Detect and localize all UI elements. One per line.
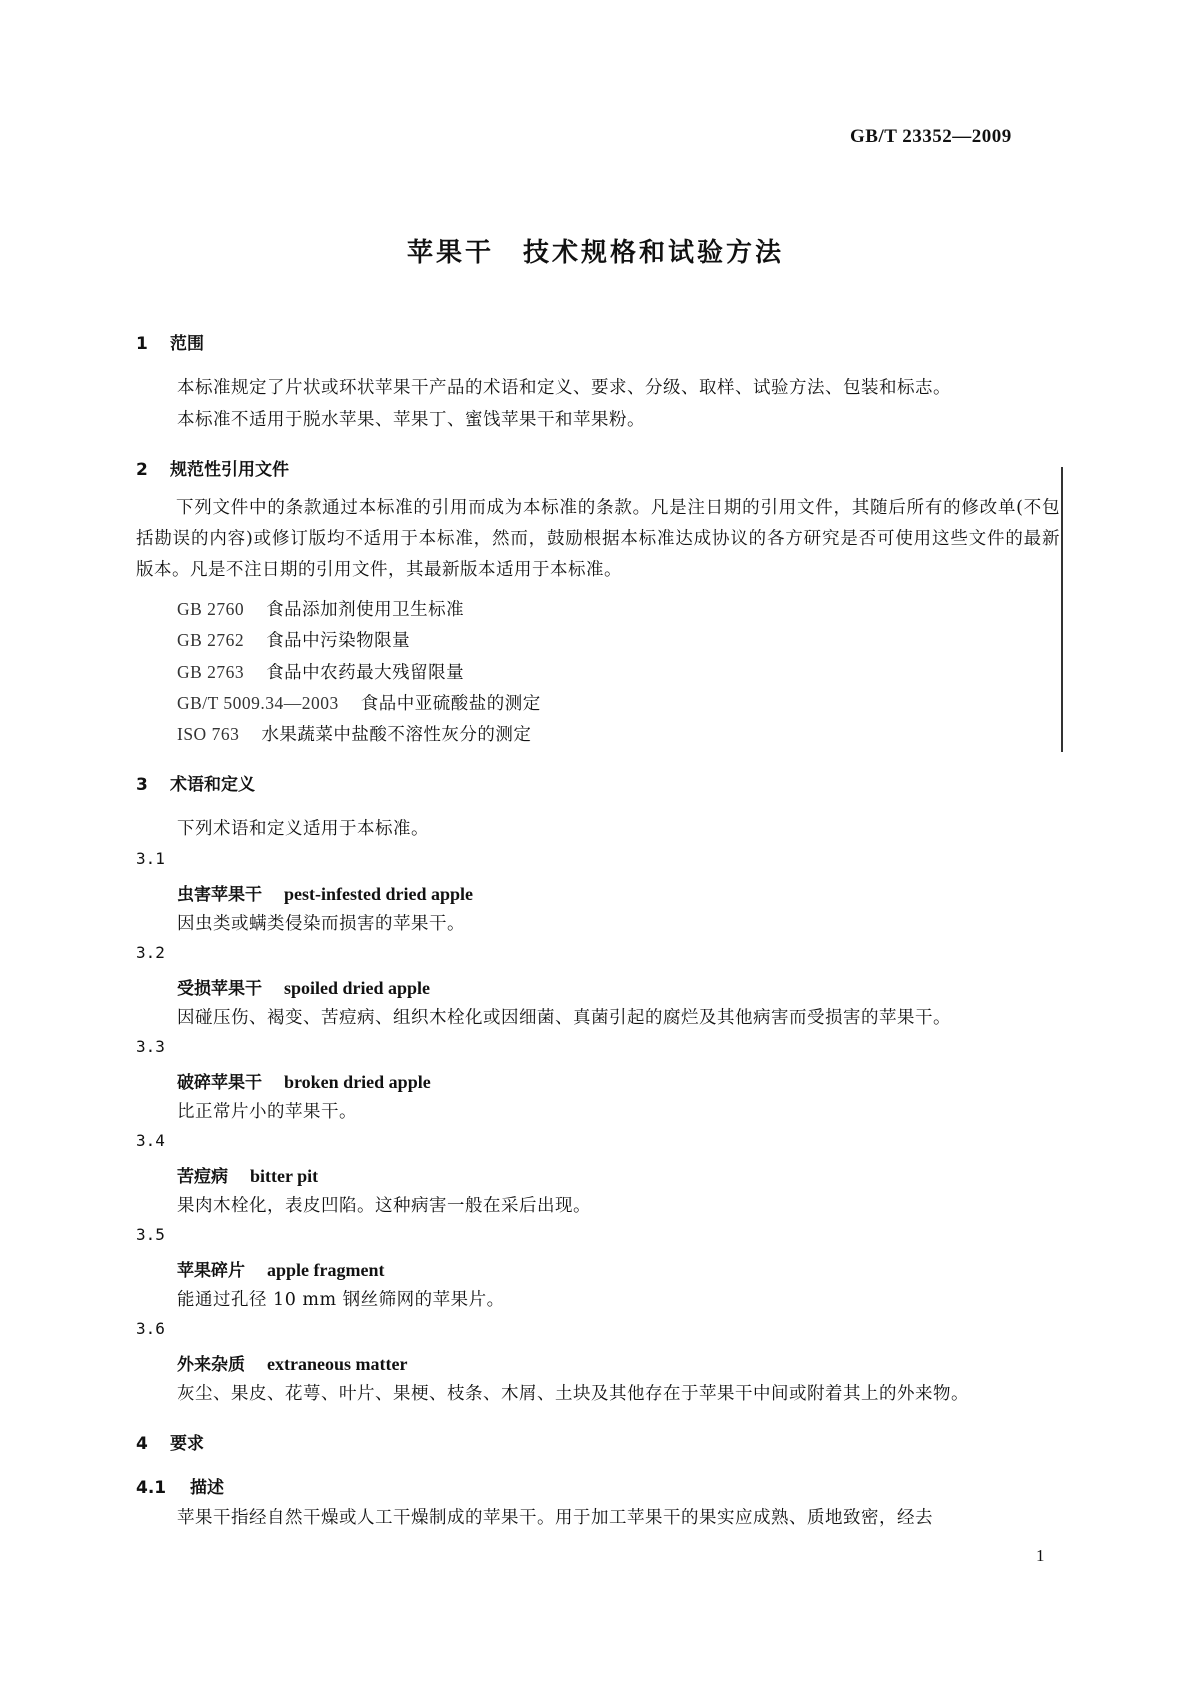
standard-number: GB/T 23352—2009 xyxy=(850,126,1012,147)
section-number: 2 xyxy=(136,460,148,480)
reference-title: 食品中污染物限量 xyxy=(266,631,411,651)
term-number: 3.5 xyxy=(136,1225,165,1244)
section-4-heading xyxy=(136,1429,204,1454)
term-definition: 比正常片小的苹果干。 xyxy=(177,1102,357,1122)
reference-title: 食品中亚硫酸盐的测定 xyxy=(360,694,541,714)
reference-item xyxy=(177,690,541,715)
section-3-intro: 下列术语和定义适用于本标准。 xyxy=(177,819,429,839)
term-definition: 果肉木栓化，表皮凹陷。这种病害一般在采后出现。 xyxy=(177,1196,591,1216)
term-entry xyxy=(177,1256,384,1281)
term-english: pest-infested dried apple xyxy=(284,884,473,904)
reference-code: GB 2760 xyxy=(177,599,245,619)
revision-bar xyxy=(1061,467,1063,752)
term-chinese: 虫害苹果干 xyxy=(177,885,262,905)
term-entry xyxy=(177,1350,407,1375)
term-chinese: 外来杂质 xyxy=(177,1355,245,1375)
term-chinese: 破碎苹果干 xyxy=(177,1073,262,1093)
term-number: 3.2 xyxy=(136,943,165,962)
reference-code: GB 2763 xyxy=(177,662,245,682)
section-2-heading xyxy=(136,455,289,480)
term-english: spoiled dried apple xyxy=(284,978,431,998)
section-1-paragraph: 本标准不适用于脱水苹果、苹果丁、蜜饯苹果干和苹果粉。 xyxy=(177,410,645,430)
term-english: broken dried apple xyxy=(284,1072,431,1092)
section-title: 要求 xyxy=(170,1434,204,1454)
subsection-number: 4.1 xyxy=(136,1478,167,1498)
term-entry xyxy=(177,1068,431,1093)
section-2-intro: 下列文件中的条款通过本标准的引用而成为本标准的条款。凡是注日期的引用文件，其随后所有的修改单(不包括勘误的内容)或修订版均不适用于本标准，然而，鼓励根据本标准达成协议的各方研究是否可使用这些文件的最新版本。凡是不注日期的引用文件，其最新版本适用于本标准。 xyxy=(136,498,1060,580)
term-definition: 因碰压伤、褐变、苦痘病、组织木栓化或因细菌、真菌引起的腐烂及其他病害而受损害的苹果干。 xyxy=(177,1008,951,1028)
term-chinese: 苹果碎片 xyxy=(177,1261,245,1281)
section-number: 3 xyxy=(136,775,148,795)
term-chinese: 苦痘病 xyxy=(177,1167,228,1187)
document-title: 苹果干 技术规格和试验方法 xyxy=(406,238,784,268)
reference-title: 食品中农药最大残留限量 xyxy=(266,663,465,683)
section-number: 1 xyxy=(136,334,148,354)
term-entry xyxy=(177,1162,318,1187)
reference-title: 食品添加剂使用卫生标准 xyxy=(266,600,465,620)
reference-item xyxy=(177,596,464,621)
term-english: bitter pit xyxy=(250,1166,319,1186)
reference-code: GB/T 5009.34—2003 xyxy=(177,693,339,713)
reference-code: GB 2762 xyxy=(177,630,245,650)
term-number: 3.1 xyxy=(136,849,165,868)
subsection-4-1-heading xyxy=(136,1473,224,1498)
term-definition: 灰尘、果皮、花萼、叶片、果梗、枝条、木屑、土块及其他存在于苹果干中间或附着其上的外来物。 xyxy=(177,1384,969,1404)
reference-code: ISO 763 xyxy=(177,724,240,744)
reference-item xyxy=(177,721,531,746)
term-entry xyxy=(177,974,430,999)
term-english: extraneous matter xyxy=(267,1354,408,1374)
reference-title: 水果蔬菜中盐酸不溶性灰分的测定 xyxy=(261,725,532,745)
term-english: apple fragment xyxy=(267,1260,385,1280)
section-title: 范围 xyxy=(170,334,204,354)
term-number: 3.6 xyxy=(136,1319,165,1338)
section-title: 规范性引用文件 xyxy=(170,460,289,480)
reference-item xyxy=(177,627,410,652)
subsection-title: 描述 xyxy=(190,1478,224,1498)
term-chinese: 受损苹果干 xyxy=(177,979,262,999)
term-number: 3.3 xyxy=(136,1037,165,1056)
term-definition: 能通过孔径 10 mm 钢丝筛网的苹果片。 xyxy=(177,1290,505,1310)
section-number: 4 xyxy=(136,1434,148,1454)
section-1-heading xyxy=(136,329,204,354)
page-number: 1 xyxy=(1036,1546,1045,1565)
section-title: 术语和定义 xyxy=(170,775,255,795)
term-definition: 因虫类或螨类侵染而损害的苹果干。 xyxy=(177,914,465,934)
reference-item xyxy=(177,659,464,684)
subsection-4-1-text: 苹果干指经自然干燥或人工干燥制成的苹果干。用于加工苹果干的果实应成熟、质地致密，经去 xyxy=(177,1508,933,1528)
term-number: 3.4 xyxy=(136,1131,165,1150)
section-1-paragraph: 本标准规定了片状或环状苹果干产品的术语和定义、要求、分级、取样、试验方法、包装和标志。 xyxy=(177,378,951,398)
term-entry xyxy=(177,880,473,905)
section-3-heading xyxy=(136,770,255,795)
